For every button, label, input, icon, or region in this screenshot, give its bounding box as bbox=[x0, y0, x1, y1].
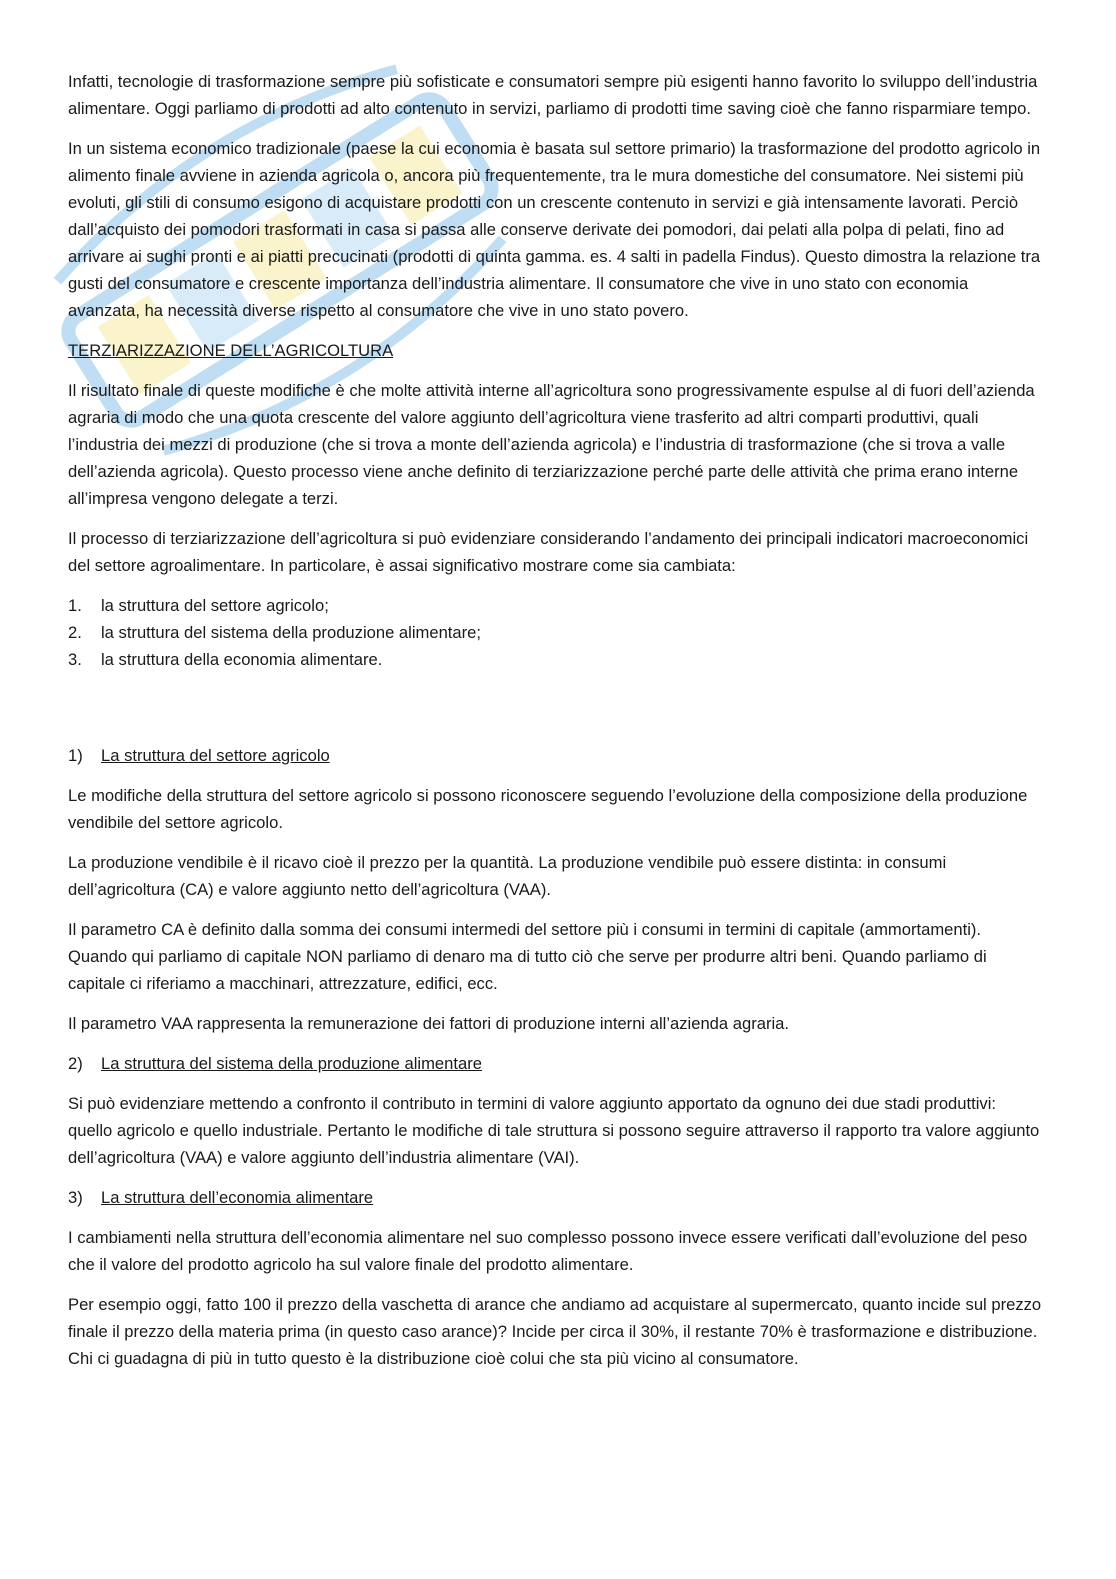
list-item bbox=[68, 592, 1043, 619]
list-item-text: la struttura del settore agricolo; bbox=[101, 596, 329, 615]
paragraph: Infatti, tecnologie di trasformazione sempre più sofisticate e consumatori sempre più esigenti hanno favorito lo sviluppo dell’industria alimentare. Oggi parliamo di prodotti ad alto contenuto in servizi, parliamo di prodotti time saving cioè che fanno risparmiare tempo. bbox=[68, 72, 1038, 118]
paragraph: Il parametro VAA rappresenta la remunerazione dei fattori di produzione interni all’azienda agraria. bbox=[68, 1014, 790, 1033]
section-heading-2 bbox=[68, 1050, 1043, 1077]
spacer bbox=[68, 686, 1043, 742]
section-title: La struttura dell’economia alimentare bbox=[101, 1188, 374, 1207]
section-number: 3) bbox=[68, 1188, 83, 1207]
list-item-text: la struttura del sistema della produzione alimentare; bbox=[101, 623, 482, 642]
section-number: 2) bbox=[68, 1054, 83, 1073]
numbered-list bbox=[68, 592, 1043, 673]
paragraph: Le modifiche della struttura del settore agricolo si possono riconoscere seguendo l’evoluzione della composizione della produzione vendibile del settore agricolo. bbox=[68, 786, 1028, 832]
list-item bbox=[68, 619, 1043, 646]
paragraph: Per esempio oggi, fatto 100 il prezzo della vaschetta di arance che andiamo ad acquistare al supermercato, quanto incide sul prezzo finale il prezzo della materia prima (in questo caso arance)? Incide per circa il 30%, il restante 70% è trasformazione e distribuzione. Chi ci guadagna di più in tutto questo è la distribuzione cioè colui che sta più vicino al consumatore. bbox=[68, 1295, 1042, 1368]
section-title: La struttura del settore agricolo bbox=[101, 746, 330, 765]
section-number: 1) bbox=[68, 746, 83, 765]
list-item-text: la struttura della economia alimentare. bbox=[101, 650, 383, 669]
section-heading-1 bbox=[68, 742, 1043, 769]
list-number: 2. bbox=[68, 623, 82, 642]
paragraph: Si può evidenziare mettendo a confronto il contributo in termini di valore aggiunto apportato da ognuno dei due stadi produttivi: quello agricolo e quello industriale. Pertanto le modifiche di tale struttura si possono seguire attraverso il rapporto tra valore aggiunto dell’agricoltura (VAA) e valore aggiunto dell’industria alimentare (VAI). bbox=[68, 1094, 1040, 1167]
paragraph: Il risultato finale di queste modifiche è che molte attività interne all’agricoltura sono progressivamente espulse al di fuori dell’azienda agraria di modo che una quota crescente del valore aggiunto dell’agricoltura viene trasferito ad altri comparti produttivi, quali l’industria dei mezzi di produzione (che si trova a monte dell’azienda agricola) e l’industria di trasformazione (che si trova a valle dell’azienda agricola). Questo processo viene anche definito di terziarizzazione perché parte delle attività che prima erano interne all’impresa vengono delegate a terzi. bbox=[68, 381, 1035, 508]
list-number: 3. bbox=[68, 650, 82, 669]
list-number: 1. bbox=[68, 596, 82, 615]
paragraph: In un sistema economico tradizionale (paese la cui economia è basata sul settore primario) la trasformazione del prodotto agricolo in alimento finale avviene in azienda agricola o, ancora più frequentemente, tra le mura domestiche del consumatore. Nei sistemi più evoluti, gli stili di consumo esigono di acquistare prodotti con un crescente contenuto in servizi e già intensamente lavorati. Perciò dall’acquisto dei pomodori trasformati in casa si passa alle conserve derivate dei pomodori, dai pelati alla polpa di pelati, fino ad arrivare ai sughi pronti e ai piatti precucinati (prodotti di quinta gamma. es. 4 salti in padella Findus). Questo dimostra la relazione tra gusti del consumatore e crescente importanza dell’industria alimentare. Il consumatore che vive in uno stato con economia avanzata, ha necessità diverse rispetto al consumatore che vive in uno stato povero. bbox=[68, 139, 1041, 320]
paragraph: Il parametro CA è definito dalla somma dei consumi intermedi del settore più i consumi in termini di capitale (ammortamenti). Quando qui parliamo di capitale NON parliamo di denaro ma di tutto ciò che serve per produrre altri beni. Quando parliamo di capitale ci riferiamo a macchinari, attrezzature, edifici, ecc. bbox=[68, 920, 987, 993]
section-heading-terziarizzazione: TERZIARIZZAZIONE DELL’AGRICOLTURA bbox=[68, 341, 394, 360]
document-content bbox=[68, 68, 1043, 1385]
paragraph: I cambiamenti nella struttura dell’economia alimentare nel suo complesso possono invece essere verificati dall’evoluzione del peso che il valore del prodotto agricolo ha sul valore finale del prodotto alimentare. bbox=[68, 1228, 1028, 1274]
list-item bbox=[68, 646, 1043, 673]
section-title: La struttura del sistema della produzione alimentare bbox=[101, 1054, 482, 1073]
section-heading-3 bbox=[68, 1184, 1043, 1211]
paragraph: La produzione vendibile è il ricavo cioè il prezzo per la quantità. La produzione vendibile può essere distinta: in consumi dell’agricoltura (CA) e valore aggiunto netto dell’agricoltura (VAA). bbox=[68, 853, 947, 899]
paragraph: Il processo di terziarizzazione dell’agricoltura si può evidenziare considerando l’andamento dei principali indicatori macroeconomici del settore agroalimentare. In particolare, è assai significativo mostrare come sia cambiata: bbox=[68, 529, 1029, 575]
